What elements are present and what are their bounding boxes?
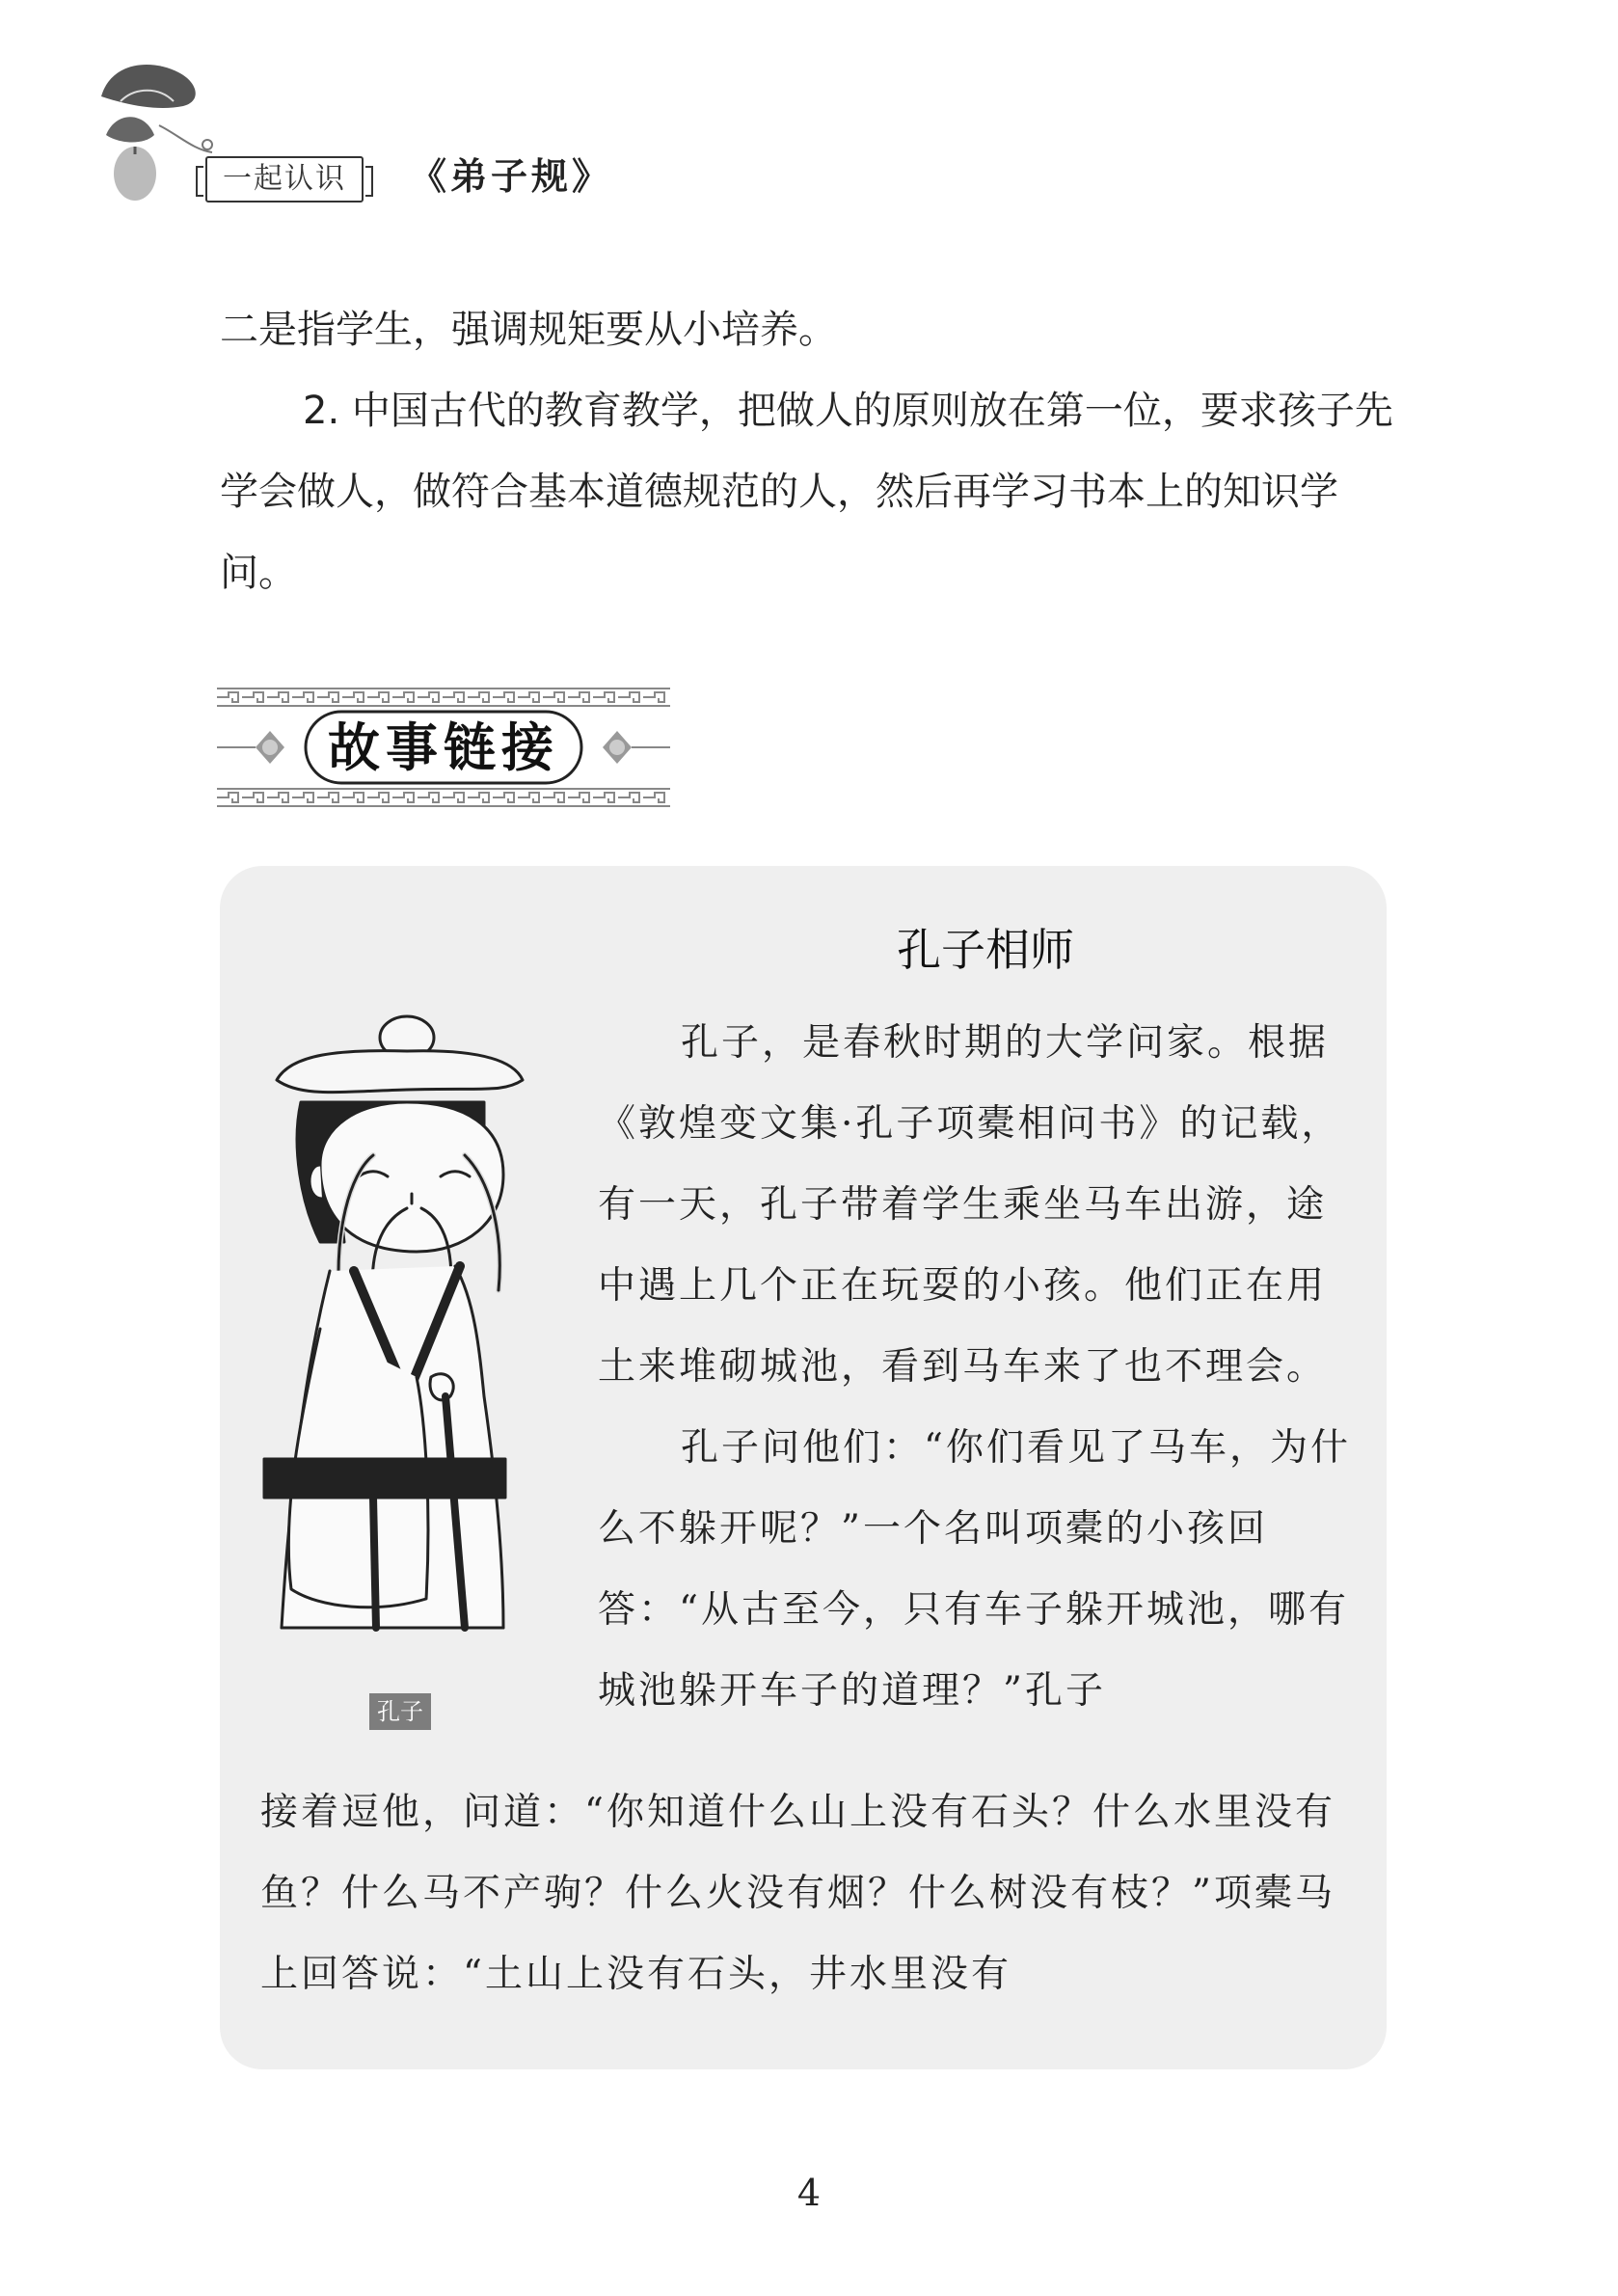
body-paragraph: 2. 中国古代的教育教学，把做人的原则放在第一位，要求孩子先学会做人，做符合基本道德规范的人，然后再学习书本上的知识学问。	[220, 389, 1393, 595]
figure-caption: 孔子	[369, 1693, 431, 1730]
series-label: 一起认识	[205, 156, 364, 203]
story-paragraph: 孔子，是春秋时期的大学问家。根据《敦煌变文集·孔子项橐相问书》的记载，有一天，孔子带着学生乘坐马车出游，途中遇上几个正在玩耍的小孩。他们正在用土来堆砌城池，看到马车来了也不理会。	[598, 1021, 1342, 1389]
book-title: 《弟子规》	[410, 155, 613, 198]
story-paragraph: 孔子问他们：“你们看见了马车，为什么不躲开呢？”一个名叫项橐的小孩回答：“从古至今，只有车子躲开城池，哪有城池躲开车子的道理？”孔子	[598, 1426, 1351, 1713]
section-banner	[217, 685, 670, 810]
story-title: 孔子相师	[897, 924, 1074, 976]
page-header	[92, 58, 670, 212]
story-column-text	[598, 1003, 1360, 1732]
confucius-illustration-icon	[262, 1011, 542, 1666]
story-paragraph-continued: 接着逗他，问道：“你知道什么山上没有石头？什么水里没有鱼？什么马不产驹？什么火没有烟？什么树没有枝？”项橐马上回答说：“土山上没有石头，井水里没有	[260, 1791, 1335, 1996]
body-paragraph: 二是指学生，强调规矩要从小培养。	[220, 308, 837, 352]
section-title: 故事链接	[328, 716, 559, 778]
page-number: 4	[796, 2172, 822, 2214]
